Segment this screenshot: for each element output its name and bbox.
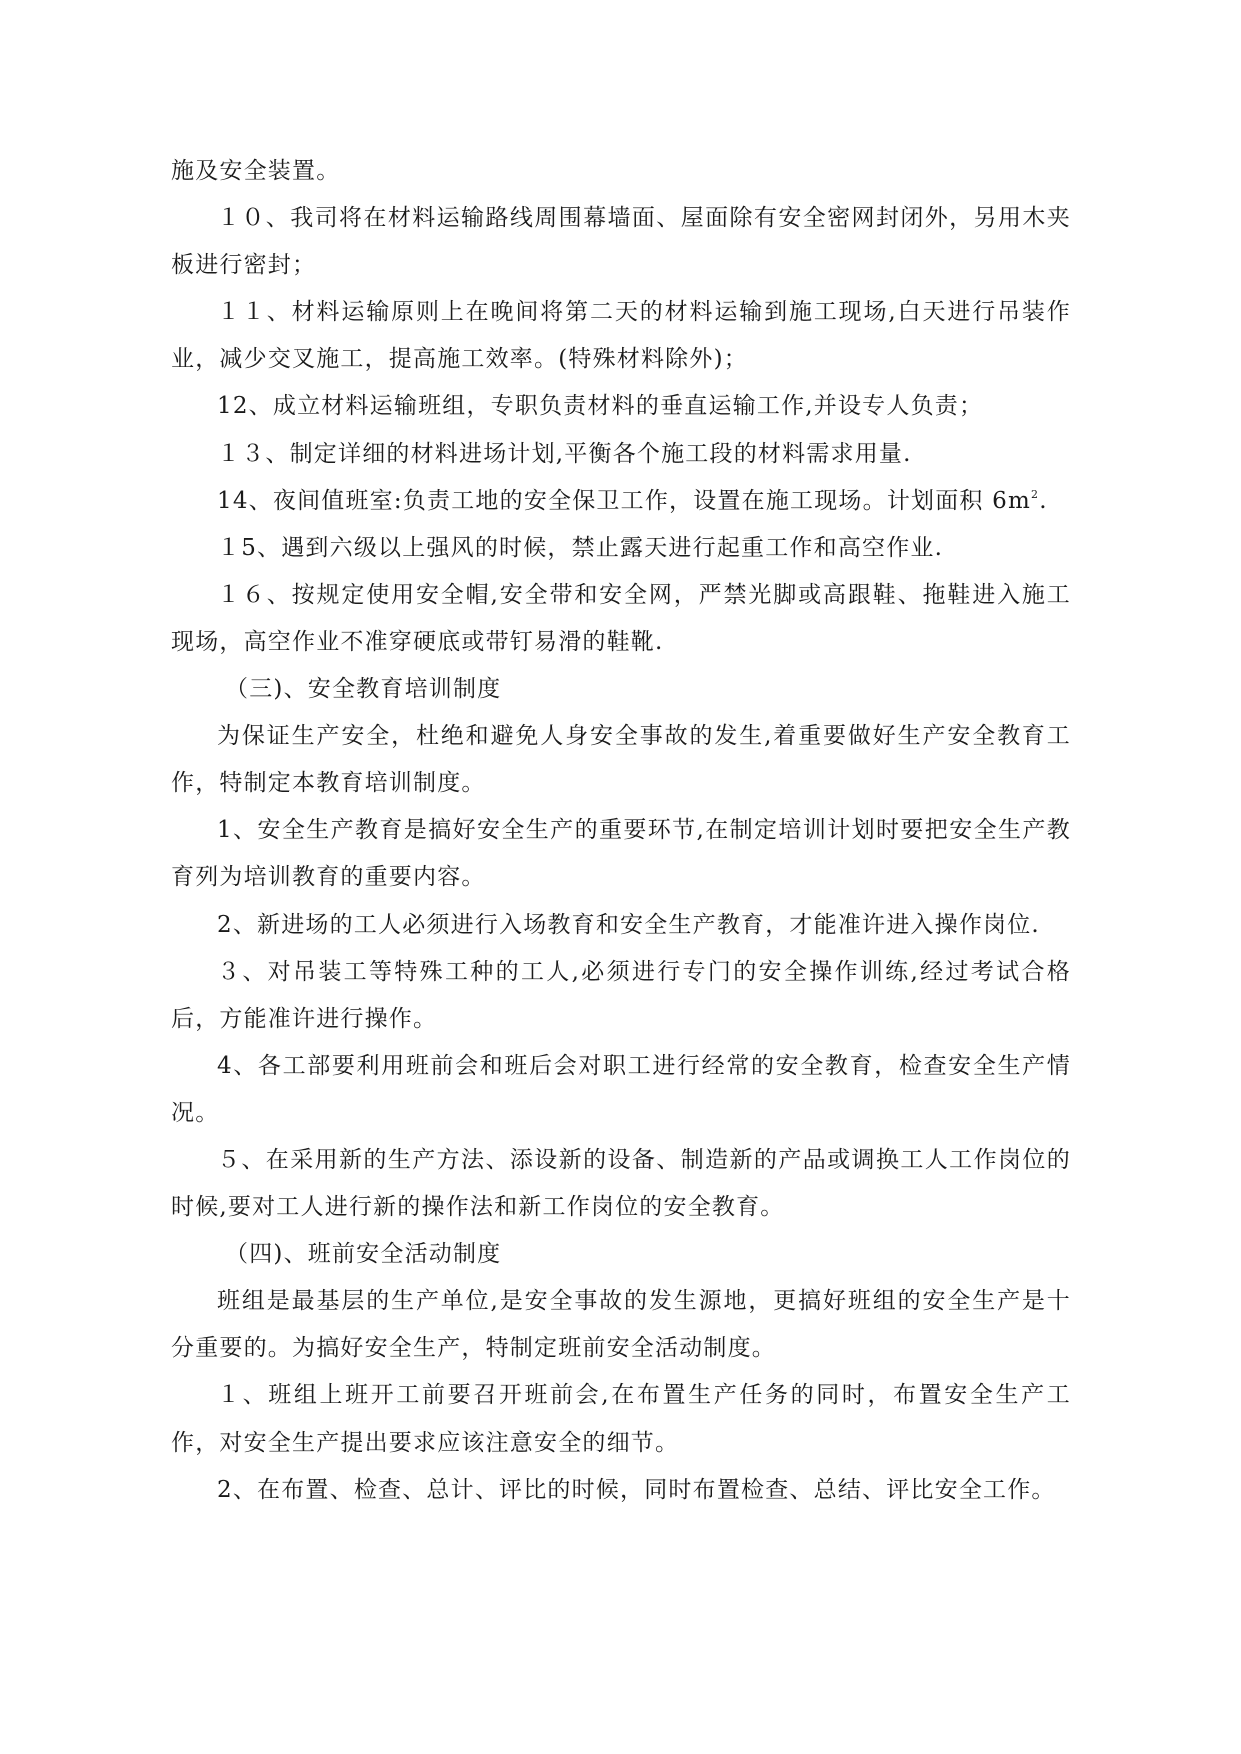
- paragraph-item-13: １３、制定详细的材料进场计划,平衡各个施工段的材料需求用量.: [217, 440, 912, 467]
- paragraph-item-14-tail: .: [1039, 487, 1048, 514]
- paragraph-training-5: ５、在采用新的生产方法、添设新的设备、制造新的产品或调换工人工作岗位的时候,要对工人进行新的操作法和新工作岗位的安全教育。: [171, 1146, 1071, 1221]
- paragraph-continuation: 施及安全装置。: [171, 158, 341, 184]
- paragraph-item-16: １６、按规定使用安全帽,安全带和安全网，严禁光脚或高跟鞋、拖鞋进入施工现场，高空作业不准穿硬底或带钉易滑的鞋靴.: [171, 581, 1071, 655]
- paragraph-item-14: [171, 478, 1071, 525]
- paragraph-training-3: ３、对吊装工等特殊工种的工人,必须进行专门的安全操作训练,经过考试合格后，方能准许进行操作。: [171, 958, 1071, 1032]
- superscript-2: 2: [1030, 487, 1040, 501]
- paragraph-activity-2: 2、在布置、检查、总计、评比的时候，同时布置检查、总结、评比安全工作。: [217, 1476, 1056, 1503]
- paragraph-activity-1: １、班组上班开工前要召开班前会,在布置生产任务的同时，布置安全生产工作，对安全生产提出要求应该注意安全的细节。: [171, 1382, 1071, 1456]
- paragraph-item-12: 12、成立材料运输班组，专职负责材料的垂直运输工作,并设专人负责；: [217, 393, 984, 420]
- paragraph-training-2: 2、新进场的工人必须进行入场教育和安全生产教育，才能准许进入操作岗位.: [217, 911, 1040, 938]
- paragraph-activity-intro: 班组是最基层的生产单位,是安全事故的发生源地，更搞好班组的安全生产是十分重要的。为搞好安全生产，特制定班前安全活动制度。: [171, 1288, 1071, 1362]
- paragraph-item-11: １１、材料运输原则上在晚间将第二天的材料运输到施工现场,白天进行吊装作业，减少交叉施工，提高施工效率。(特殊材料除外)；: [171, 299, 1071, 373]
- paragraph-training-intro: 为保证生产安全，杜绝和避免人身安全事故的发生,着重要做好生产安全教育工作，特制定本教育培训制度。: [171, 723, 1071, 797]
- document-body: [171, 148, 1071, 1514]
- section-heading-4: （四)、班前安全活动制度: [225, 1241, 502, 1268]
- paragraph-training-1: 1、安全生产教育是搞好安全生产的重要环节,在制定培训计划时要把安全生产教育列为培训教育的重要内容。: [171, 817, 1071, 891]
- paragraph-item-10: １０、我司将在材料运输路线周围幕墙面、屋面除有安全密网封闭外，另用木夹板进行密封；: [171, 205, 1071, 279]
- paragraph-training-4: 4、各工部要利用班前会和班后会对职工进行经常的安全教育，检查安全生产情况。: [171, 1052, 1071, 1126]
- paragraph-item-15: １5、遇到六级以上强风的时候，禁止露天进行起重工作和高空作业.: [217, 534, 944, 561]
- paragraph-item-14-text: 14、夜间值班室:负责工地的安全保卫工作，设置在施工现场。计划面积 6m: [217, 487, 1031, 514]
- section-heading-3: （三)、安全教育培训制度: [225, 676, 502, 703]
